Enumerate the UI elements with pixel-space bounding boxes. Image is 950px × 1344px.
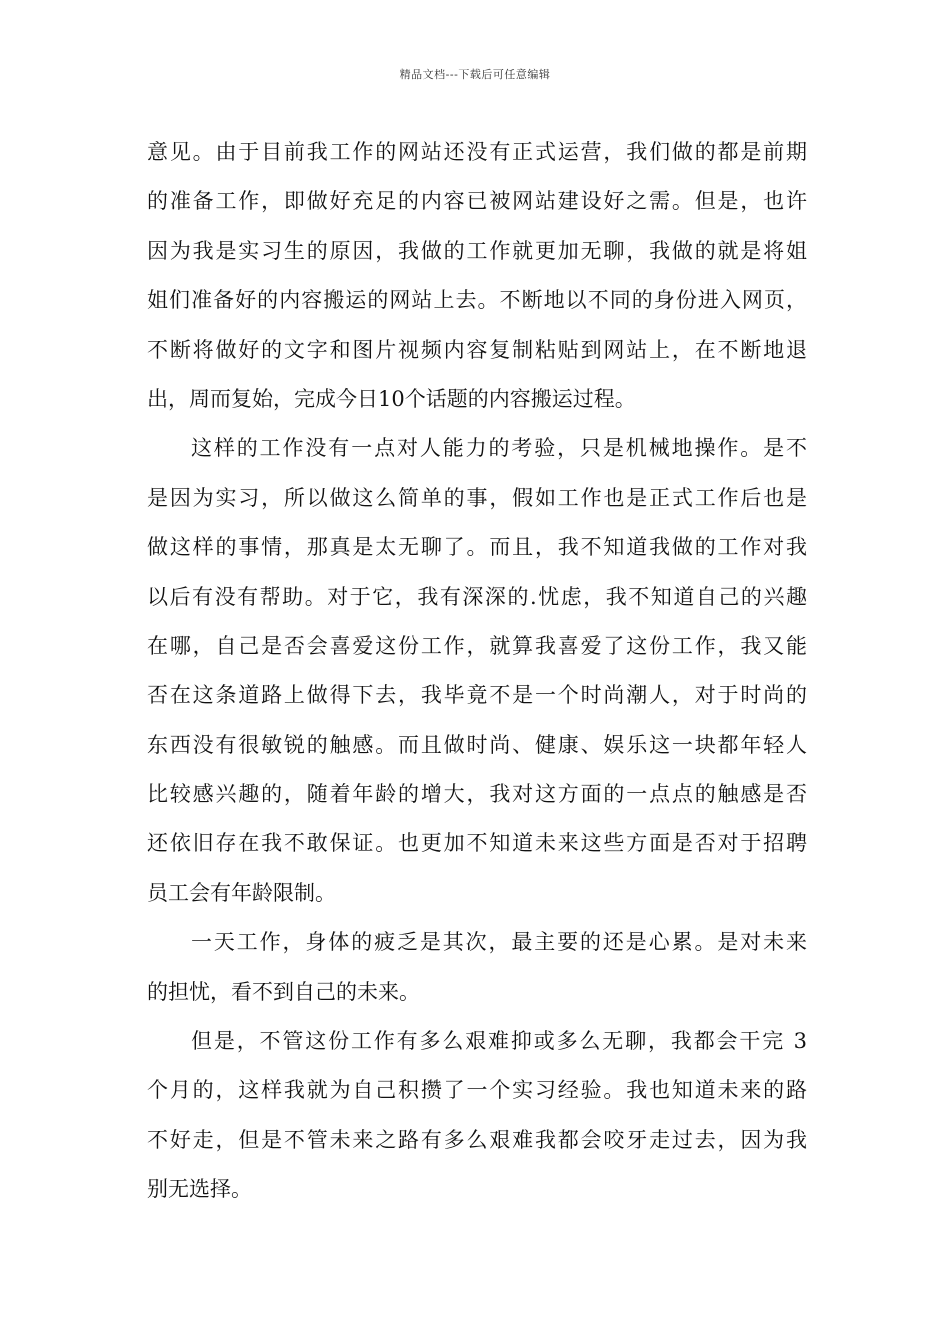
text-line: 比较感兴趣的，随着年龄的增大，我对这方面的一点点的触感是否 — [147, 782, 807, 807]
text-line: 出，周而复始，完成今日10个话题的内容搬运过程。 — [147, 386, 636, 411]
text-line: 的担忧，看不到自己的未来。 — [147, 979, 420, 1004]
text-line: 否在这条道路上做得下去，我毕竟不是一个时尚潮人，对于时尚的 — [147, 683, 807, 708]
paragraph-4 — [147, 1017, 807, 1215]
text-line: 姐们准备好的内容搬运的网站上去。不断地以不同的身份进入网页， — [147, 288, 807, 313]
text-line: 个月的，这样我就为自己积攒了一个实习经验。我也知道未来的路 — [147, 1078, 807, 1103]
page-header: 精品文档---下载后可任意编辑 — [399, 68, 551, 81]
text-line: 不好走，但是不管未来之路有多么艰难我都会咬牙走过去，因为我 — [147, 1127, 807, 1152]
text-line: 做这样的事情，那真是太无聊了。而且，我不知道我做的工作对我 — [147, 535, 807, 560]
text-line: 不断将做好的文字和图片视频内容复制粘贴到网站上，在不断地退 — [147, 337, 807, 362]
text-line: 别无选择。 — [147, 1177, 252, 1202]
text-line: 还依旧存在我不敢保证。也更加不知道未来这些方面是否对于招聘 — [147, 831, 807, 856]
text-line: 但是，不管这份工作有多么艰难抑或多么无聊，我都会干完 3 — [191, 1029, 807, 1054]
text-line: 东西没有很敏锐的触感。而且做时尚、健康、娱乐这一块都年轻人 — [147, 732, 807, 757]
text-line: 的准备工作，即做好充足的内容已被网站建设好之需。但是，也许 — [147, 189, 807, 214]
paragraph-2 — [147, 424, 807, 918]
text-line: 这样的工作没有一点对人能力的考验，只是机械地操作。是不 — [191, 436, 807, 461]
paragraph-3 — [147, 918, 807, 1017]
text-line: 意见。由于目前我工作的网站还没有正式运营，我们做的都是前期 — [147, 140, 807, 164]
text-line: 以后有没有帮助。对于它，我有深深的.忧虑，我不知道自己的兴趣 — [147, 584, 807, 609]
text-line: 员工会有年龄限制。 — [147, 880, 336, 905]
text-line: 在哪，自己是否会喜爱这份工作，就算我喜爱了这份工作，我又能 — [147, 633, 807, 658]
document-body — [147, 128, 807, 1215]
text-line: 因为我是实习生的原因，我做的工作就更加无聊，我做的就是将姐 — [147, 238, 807, 263]
paragraph-1 — [147, 128, 807, 424]
text-line: 是因为实习，所以做这么简单的事，假如工作也是正式工作后也是 — [147, 485, 807, 510]
text-line: 一天工作，身体的疲乏是其次，最主要的还是心累。是对未来 — [191, 930, 807, 955]
